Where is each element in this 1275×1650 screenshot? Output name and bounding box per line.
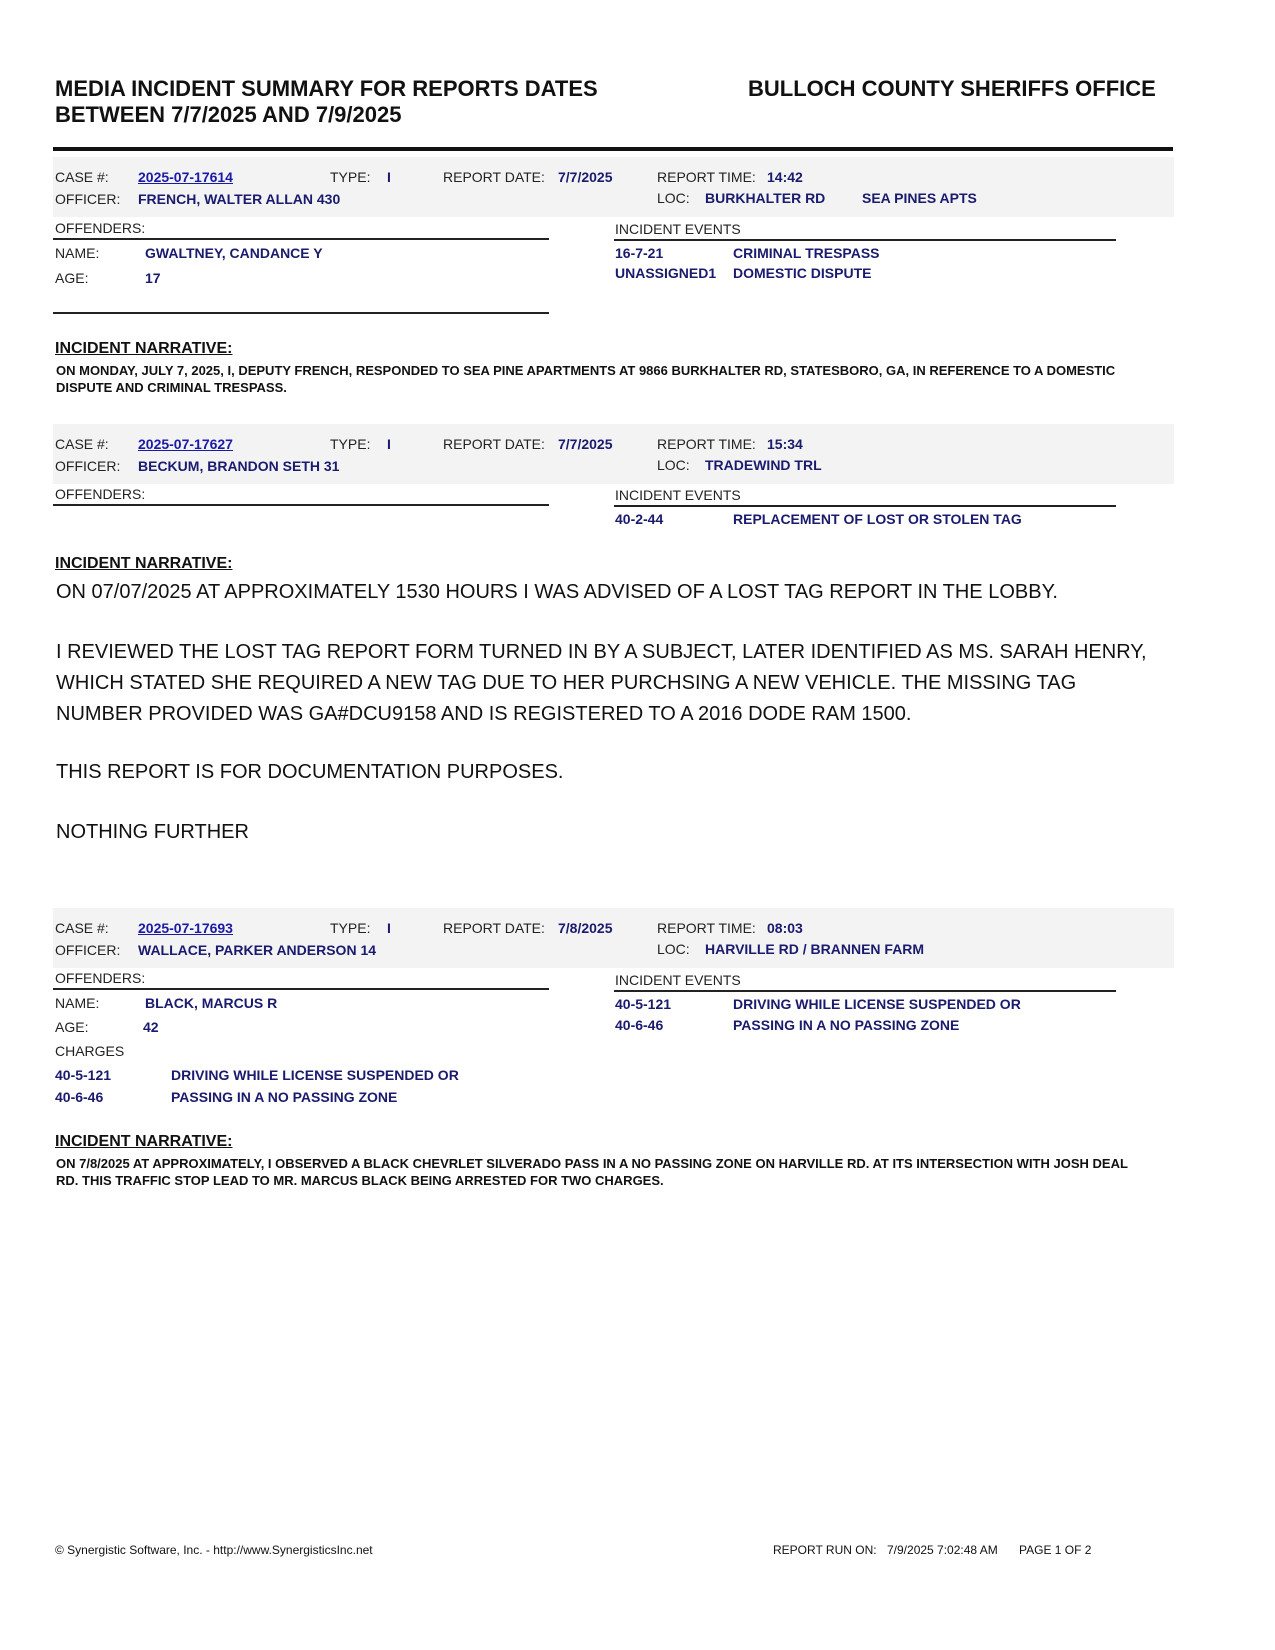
header-rule	[53, 147, 1173, 151]
charge-description: DRIVING WHILE LICENSE SUSPENDED OR	[171, 1067, 459, 1083]
footer-run-value: 7/9/2025 7:02:48 AM	[887, 1543, 998, 1557]
case-header-band	[53, 157, 1174, 217]
incident-events-label: INCIDENT EVENTS	[615, 487, 741, 503]
event-description: REPLACEMENT OF LOST OR STOLEN TAG	[733, 511, 1022, 527]
offenders-label: OFFENDERS:	[55, 486, 146, 502]
case-number-link[interactable]: 2025-07-17693	[138, 920, 233, 936]
age-label: AGE:	[55, 270, 89, 286]
offender-name: BLACK, MARCUS R	[145, 995, 278, 1011]
report-time-label: REPORT TIME:	[657, 920, 756, 936]
footer-run-label: REPORT RUN ON:	[773, 1543, 877, 1557]
event-description: PASSING IN A NO PASSING ZONE	[733, 1017, 960, 1033]
report-time-value: 15:34	[767, 436, 803, 452]
age-label: AGE:	[55, 1019, 89, 1035]
report-title-line2: BETWEEN 7/7/2025 AND 7/9/2025	[55, 102, 402, 127]
loc-secondary-value: SEA PINES APTS	[862, 190, 977, 206]
report-date-value: 7/7/2025	[558, 169, 613, 185]
offenders-rule	[53, 504, 549, 506]
narrative-text: ON MONDAY, JULY 7, 2025, I, DEPUTY FRENCH, RESPONDED TO SEA PINE APARTMENTS AT 9866 BURKHALTER RD, STATESBORO, GA, IN REFERENCE TO A DOMESTIC DISPUTE AND CRIMINAL TRESPASS.	[56, 363, 1116, 395]
case-header-band	[53, 424, 1174, 484]
report-date-value: 7/8/2025	[558, 920, 613, 936]
report-time-label: REPORT TIME:	[657, 169, 756, 185]
officer-label: OFFICER:	[55, 191, 121, 207]
offenders-rule	[53, 238, 549, 240]
narrative-paragraph: NOTHING FURTHER	[56, 821, 249, 843]
incident-events-label: INCIDENT EVENTS	[615, 221, 741, 237]
footer-copyright: © Synergistic Software, Inc. - http://www.SynergisticsInc.net	[55, 1543, 373, 1557]
officer-label: OFFICER:	[55, 942, 121, 958]
case-label: CASE #:	[55, 920, 109, 936]
type-label: TYPE:	[330, 436, 371, 452]
report-title	[55, 76, 695, 128]
type-value: I	[387, 436, 391, 452]
report-date-label: REPORT DATE:	[443, 436, 545, 452]
report-date-label: REPORT DATE:	[443, 920, 545, 936]
report-time-value: 14:42	[767, 169, 803, 185]
type-label: TYPE:	[330, 169, 371, 185]
event-code: 40-6-46	[615, 1017, 664, 1033]
case-label: CASE #:	[55, 436, 109, 452]
loc-label: LOC:	[657, 190, 690, 206]
loc-label: LOC:	[657, 941, 690, 957]
event-code: 40-5-121	[615, 996, 672, 1012]
offenders-label: OFFENDERS:	[55, 970, 146, 986]
report-date-label: REPORT DATE:	[443, 169, 545, 185]
type-label: TYPE:	[330, 920, 371, 936]
offender-age: 17	[145, 270, 161, 286]
narrative-text: ON 7/8/2025 AT APPROXIMATELY, I OBSERVED A BLACK CHEVRLET SILVERADO PASS IN A NO PASSING ZONE ON HARVILLE RD. AT ITS INTERSECTION WITH JOSH DEAL RD. THIS TRAFFIC STOP LEAD TO MR. MARCUS BLACK BEING ARRESTED FOR TWO CHARGES.	[56, 1156, 1128, 1188]
report-title-line1: MEDIA INCIDENT SUMMARY FOR REPORTS DATES	[55, 76, 598, 101]
agency-name: BULLOCH COUNTY SHERIFFS OFFICE	[748, 76, 1156, 101]
incident-events-label: INCIDENT EVENTS	[615, 972, 741, 988]
report-date-value: 7/7/2025	[558, 436, 613, 452]
event-description: DOMESTIC DISPUTE	[733, 265, 872, 281]
offenders-bottom-rule	[53, 312, 549, 314]
loc-value: HARVILLE RD / BRANNEN FARM	[705, 941, 925, 957]
charge-description: PASSING IN A NO PASSING ZONE	[171, 1089, 398, 1105]
narrative-paragraph: I REVIEWED THE LOST TAG REPORT FORM TURNED IN BY A SUBJECT, LATER IDENTIFIED AS MS. SARAH HENRY, WHICH STATED SHE REQUIRED A NEW TAG DUE TO HER PURCHSING A NEW VEHICLE. THE MISSING TAG NUMBER PROVIDED WAS GA#DCU9158 AND IS REGISTERED TO A 2016 DODE RAM 1500.	[56, 641, 1153, 725]
narrative-heading: INCIDENT NARRATIVE:	[55, 1133, 233, 1150]
event-description: DRIVING WHILE LICENSE SUSPENDED OR	[733, 996, 1021, 1012]
report-time-value: 08:03	[767, 920, 803, 936]
event-code: UNASSIGNED1	[615, 265, 717, 281]
loc-value: BURKHALTER RD	[705, 190, 826, 206]
case-label: CASE #:	[55, 169, 109, 185]
offender-name: GWALTNEY, CANDANCE Y	[145, 245, 323, 261]
offenders-label: OFFENDERS:	[55, 220, 146, 236]
incident-events-rule	[614, 505, 1116, 507]
charges-label: CHARGES	[55, 1043, 125, 1059]
charge-code: 40-6-46	[55, 1089, 104, 1105]
loc-value: TRADEWIND TRL	[705, 457, 822, 473]
narrative-paragraph: ON 07/07/2025 AT APPROXIMATELY 1530 HOURS I WAS ADVISED OF A LOST TAG REPORT IN THE LOBBY.	[56, 581, 1058, 603]
event-code: 16-7-21	[615, 245, 664, 261]
narrative-heading: INCIDENT NARRATIVE:	[55, 340, 233, 357]
incident-events-rule	[614, 990, 1116, 992]
type-value: I	[387, 169, 391, 185]
officer-value: WALLACE, PARKER ANDERSON 14	[138, 942, 377, 958]
case-number-link[interactable]: 2025-07-17627	[138, 436, 233, 452]
footer-page: PAGE 1 OF 2	[1019, 1543, 1092, 1557]
loc-label: LOC:	[657, 457, 690, 473]
event-description: CRIMINAL TRESPASS	[733, 245, 880, 261]
narrative-paragraph: THIS REPORT IS FOR DOCUMENTATION PURPOSES.	[56, 761, 564, 783]
offenders-rule	[53, 988, 549, 990]
report-time-label: REPORT TIME:	[657, 436, 756, 452]
event-code: 40-2-44	[615, 511, 664, 527]
case-number-link[interactable]: 2025-07-17614	[138, 169, 233, 185]
name-label: NAME:	[55, 245, 100, 261]
type-value: I	[387, 920, 391, 936]
narrative-heading: INCIDENT NARRATIVE:	[55, 555, 233, 572]
officer-value: FRENCH, WALTER ALLAN 430	[138, 191, 341, 207]
incident-events-rule	[614, 239, 1116, 241]
case-header-band	[53, 908, 1174, 968]
officer-label: OFFICER:	[55, 458, 121, 474]
offender-age: 42	[143, 1019, 159, 1035]
charge-code: 40-5-121	[55, 1067, 112, 1083]
officer-value: BECKUM, BRANDON SETH 31	[138, 458, 340, 474]
name-label: NAME:	[55, 995, 100, 1011]
